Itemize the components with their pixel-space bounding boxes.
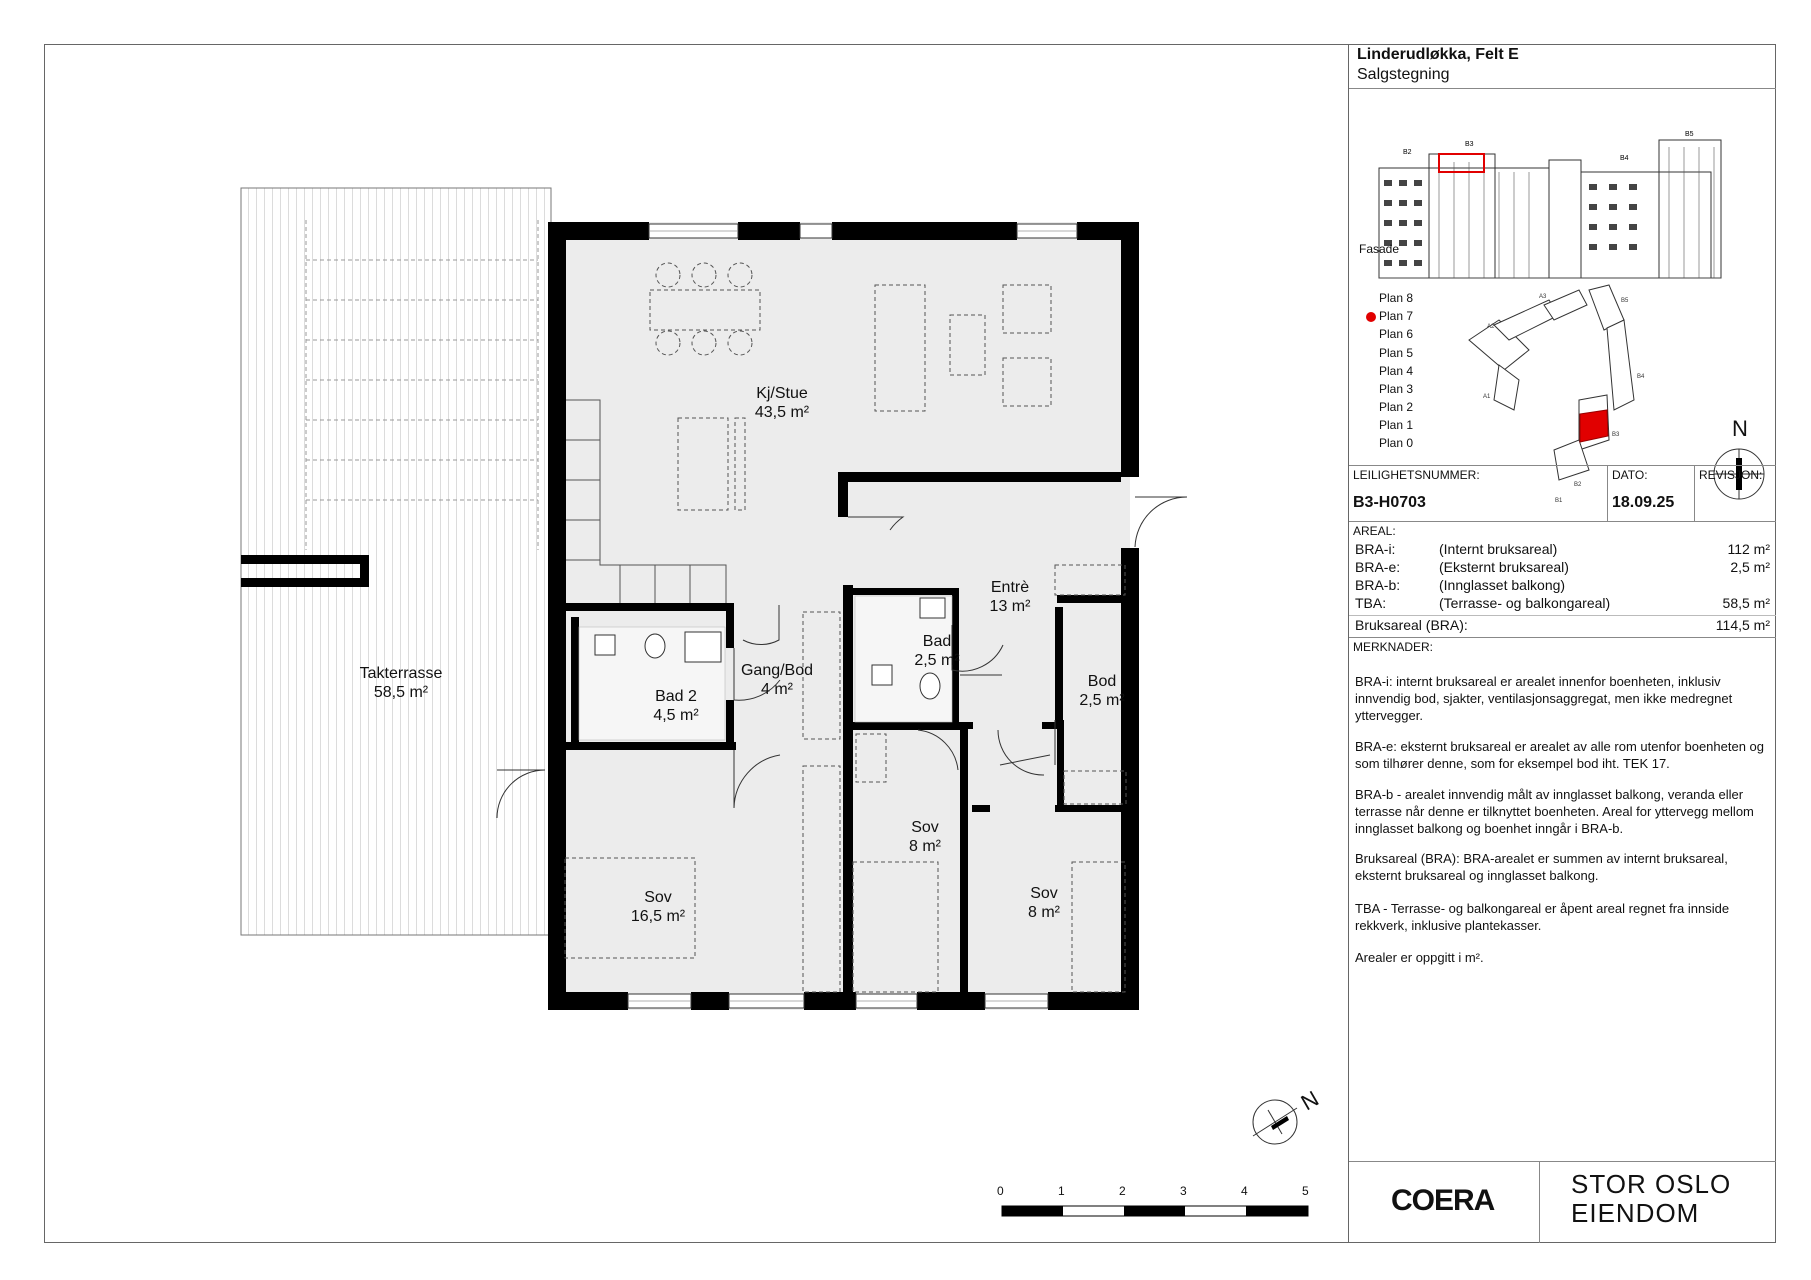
facade-sketch (1369, 92, 1749, 282)
note-units: Arealer er oppgitt i m². (1355, 950, 1484, 965)
scale-2: 2 (1119, 1184, 1126, 1198)
note-tba: TBA - Terrasse- og balkongareal er åpent areal regnet fra innside rekkverk, inklusive plantekasser. (1355, 901, 1730, 933)
unit-number-value: B3-H0703 (1353, 494, 1426, 511)
floor-plan-0: Plan 0 (1379, 436, 1414, 450)
scale-5: 5 (1302, 1184, 1309, 1198)
svg-text:B1: B1 (1555, 498, 1563, 504)
facade-label: Fasade (1359, 242, 1400, 256)
svg-text:B3: B3 (1465, 141, 1474, 148)
room-bath: Bad 2,5 m² (914, 633, 960, 669)
scale-bar (1002, 1206, 1308, 1216)
plan-north-icon (1253, 1100, 1297, 1144)
room-living: Kj/Stue 43,5 m² (754, 385, 810, 421)
date-label: DATO: (1612, 468, 1648, 482)
scale-3: 3 (1180, 1184, 1187, 1198)
scale-4: 4 (1241, 1184, 1248, 1198)
note-bra-e: BRA-e: eksternt bruksareal er arealet av alle rom utenfor boenheten og som tilhører denne, som for eksempel bod iht. TEK 17. (1355, 739, 1765, 771)
floor-plan-7: Plan 7 (1379, 309, 1414, 323)
key-north-label: N (1732, 416, 1748, 441)
date-value: 18.09.25 (1612, 494, 1675, 511)
area-row-tba: TBA: (Terrasse- og balkongareal) 58,5 m² (1355, 595, 1770, 611)
revision-label: REVISJON: (1699, 468, 1763, 482)
note-bra-b: BRA-b - arealet innvendig målt av innglasset balkong, veranda eller terrasse når denne er tilknyttet boenheten. Areal for yttervegg mellom innglasset balkong og boenhet inngår i BRA-b. (1355, 787, 1754, 836)
floor-plan-1: Plan 1 (1379, 418, 1414, 432)
area-row-bra-e: BRA-e: (Eksternt bruksareal) 2,5 m² (1355, 559, 1770, 575)
svg-text:B4: B4 (1637, 374, 1645, 380)
drawing-type: Salgstegning (1357, 66, 1450, 83)
unit-number-label: LEILIGHETSNUMMER: (1353, 468, 1480, 482)
note-bra: Bruksareal (BRA): BRA-arealet er summen av internt bruksareal, eksternt bruksareal og innglasset balkong. (1355, 851, 1728, 883)
floor-plan-2: Plan 2 (1379, 400, 1414, 414)
svg-text:A2: A2 (1487, 324, 1495, 330)
floor-plan-5: Plan 5 (1379, 346, 1414, 360)
site-highlight (1580, 410, 1608, 442)
svg-text:A3: A3 (1539, 294, 1547, 300)
svg-text:B5: B5 (1685, 131, 1694, 138)
terrace-deck (241, 188, 551, 935)
note-bra-i: BRA-i: internt bruksareal er arealet innenfor boenheten, inklusiv innvendig bod, sjakter, ventilasjonsaggregat, men ikke medregnet yttervegger. (1355, 674, 1733, 723)
area-label: AREAL: (1353, 524, 1396, 538)
facade-highlight (1439, 154, 1484, 172)
project-title: Linderudløkka, Felt E (1357, 46, 1519, 63)
room-bedroom-2: Sov 8 m² (1028, 885, 1060, 921)
room-bath-2: Bad 2 4,5 m² (653, 688, 699, 724)
svg-text:B4: B4 (1620, 155, 1629, 162)
room-bedroom-3: Sov 16,5 m² (630, 889, 686, 925)
area-row-bra-i: BRA-i: (Internt bruksareal) 112 m² (1355, 541, 1770, 557)
floor-plan-8: Plan 8 (1379, 291, 1414, 305)
svg-text:B3: B3 (1612, 432, 1620, 438)
title-block (1348, 44, 1776, 1243)
room-storage: Bod 2,5 m² (1079, 673, 1125, 709)
svg-text:B5: B5 (1621, 298, 1629, 304)
plan-north-label: N (1296, 1085, 1323, 1116)
svg-text:B2: B2 (1574, 482, 1582, 488)
active-floor-dot-icon (1366, 312, 1376, 322)
scale-1: 1 (1058, 1184, 1065, 1198)
area-row-total: Bruksareal (BRA): 114,5 m² (1355, 617, 1770, 633)
scale-0: 0 (997, 1184, 1004, 1198)
notes-label: MERKNADER: (1353, 640, 1434, 654)
area-row-bra-b: BRA-b: (Innglasset balkong) (1355, 577, 1566, 593)
room-entry: Entrè 13 m² (989, 579, 1031, 615)
coera-logo: COERA (1391, 1184, 1495, 1217)
svg-text:B2: B2 (1403, 149, 1412, 156)
floor-plan-3: Plan 3 (1379, 382, 1414, 396)
storoslo-logo: STOR OSLO EIENDOM (1571, 1169, 1732, 1228)
room-hall-storage: Gang/Bod 4 m² (740, 662, 814, 698)
room-bedroom-1: Sov 8 m² (909, 819, 941, 855)
svg-text:A1: A1 (1483, 394, 1491, 400)
room-roof-terrace: Takterrasse 58,5 m² (359, 665, 443, 701)
floor-plan-4: Plan 4 (1379, 364, 1414, 378)
floor-plan-6: Plan 6 (1379, 327, 1414, 341)
